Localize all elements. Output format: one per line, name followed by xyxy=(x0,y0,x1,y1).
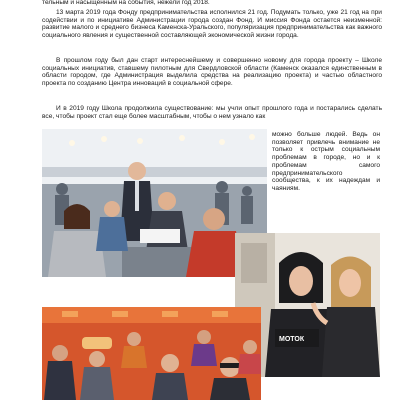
paragraph-school-2019: И в 2019 году Школа продолжила существование: мы учли опыт прошлого года и постарались сделать все, чтобы проект стал еще более масштабным, чтобы о нем узнало как xyxy=(42,105,382,120)
paragraph-anniversary: 13 марта 2019 года Фонду предпринимательства исполнился 21 год. Подумать только, уже 21 год на при содействии и по инициативе Администрации города создан Фонд. И миссия Фонда остается неизменной: развитие малого и среднего бизнеса Каменска-Уральского, популяризация предпринимательства как важного социального явления и существенной составляющей экономической жизни города. xyxy=(42,9,382,39)
photo-audience xyxy=(42,307,261,400)
paragraph-school-project: В прошлом году был дан старт интереснейшему и совершенно новому для города проекту – Школе социальных инициатив, ставшему пилотным для Свердловской области (Каменск оказался единственным в области городом, где Администрация выделила средства на реализацию проекта) и частью областного проекта по созданию Центра инноваций в социальной сфере. xyxy=(42,57,382,87)
paragraph-intro-end: тельным и насыщенным на события, нежели год 2018. xyxy=(42,0,210,6)
paragraph-float-right: можно больше людей. Ведь он позволяет привлечь внимание не только к острым социальным проблемам в городе, но и к проблемам самого предпринимательского сообщества, к их надеждам и чаяниям. xyxy=(272,131,380,192)
photo-workshop-group xyxy=(42,129,267,277)
photo-logo-text: МОТОК xyxy=(279,336,305,343)
